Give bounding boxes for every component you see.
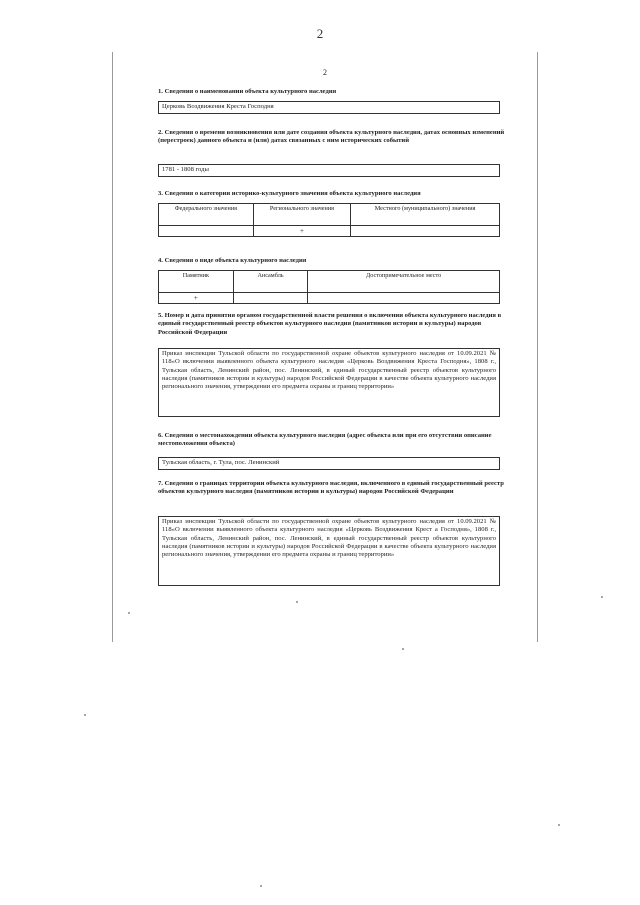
section-2-value: 1781 - 1808 годы <box>158 164 500 177</box>
scan-speck <box>128 612 130 614</box>
type-header-ensemble: Ансамбль <box>233 271 307 293</box>
category-value-federal <box>159 226 254 237</box>
scanned-sheet <box>112 52 538 642</box>
section-5-heading: 5. Номер и дата принятия органом государственной власти решения о включении объекта культурного наследия в единый государственный реестр объектов культурного наследия (памятников истории и культуры) народов Российской Федерации <box>158 312 502 336</box>
category-value-regional: + <box>253 226 350 237</box>
type-value-monument: + <box>159 293 234 304</box>
scan-edge-left <box>112 52 113 642</box>
inner-page-number: 2 <box>323 68 327 77</box>
section-5-value: Приказ инспекции Тульской области по государственной охране объектов культурного наследия от 10.09.2021 № 118«О включении выявленного объекта культурного наследия «Церковь Воздвижения Креста Господня», 1808 г., Тульская область, Ленинский район, пос. Ленинский, в единый государственный реестр объектов культурного наследия (памятников истории и культуры) народов Российской Федерации в качестве объекта культурного наследия регионального значения, утверждении его предмета охраны и границ территории» <box>158 348 500 417</box>
category-table <box>158 203 500 237</box>
category-header-federal: Федерального значения <box>159 204 254 226</box>
type-table <box>158 270 500 304</box>
category-header-local: Местного (муниципального) значения <box>351 204 500 226</box>
section-2-heading: 2. Сведения о времени возникновения или дате создания объекта культурного наследия, датах основных изменений (перестроек) данного объекта и (или) датах связанных с ним исторических событий <box>158 129 505 145</box>
type-header-monument: Памятник <box>159 271 234 293</box>
section-1-heading: 1. Сведения о наименовании объекта культурного наследия <box>158 88 337 95</box>
section-3-heading: 3. Сведения о категории историко-культурного значения объекта культурного наследия <box>158 190 421 197</box>
page-number: 2 <box>316 26 324 41</box>
type-value-landmark <box>308 293 500 304</box>
section-4-heading: 4. Сведения о виде объекта культурного наследия <box>158 257 307 264</box>
type-value-ensemble <box>233 293 307 304</box>
type-header-landmark: Достопримечательное место <box>308 271 500 293</box>
section-1-value: Церковь Воздвижения Креста Господня <box>158 101 500 114</box>
category-value-local <box>351 226 500 237</box>
scan-speck <box>296 601 298 603</box>
scan-speck <box>260 885 262 887</box>
section-7-value: Приказ инспекции Тульской области по государственной охране объектов культурного наследия от 10.09.2021 № 118«О включении выявленного объекта культурного наследия «Церковь Воздвижения Крест а Господня», 1808 г., Тульская область, Ленинский район, пос. Ленинский, в единый государственный реестр объектов культурного наследия (памятников истории и культуры) народов Российской Федерации в качестве объекта культурного наследия регионального значения, утверждении его предмета охраны и границ территории» <box>158 516 500 586</box>
scan-speck <box>601 596 603 598</box>
scan-speck <box>402 648 404 650</box>
scan-speck <box>558 824 560 826</box>
section-7-heading: 7. Сведения о границах территории объекта культурного наследия, включенного в единый государственный реестр объектов культурного наследия (памятников истории и культуры) народов Российской Федерации <box>158 480 504 496</box>
scan-edge-right <box>537 52 538 642</box>
section-6-heading: 6. Сведения о местонахождении объекта культурного наследия (адрес объекта или при его отсутствии описание местоположения объекта) <box>158 432 492 448</box>
scan-speck <box>84 714 86 716</box>
section-6-value: Тульская область, г. Тула, пос. Ленинский <box>158 457 500 470</box>
category-header-regional: Регионального значения <box>253 204 350 226</box>
